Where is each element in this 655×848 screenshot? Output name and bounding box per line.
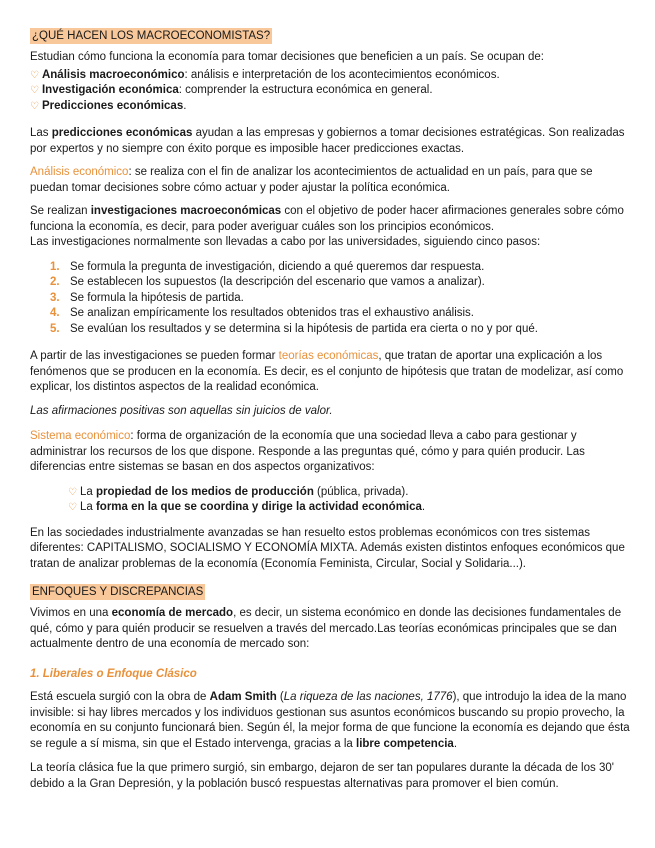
heart-icon: ♡ <box>30 100 39 112</box>
sistema-paragraph: Sistema económico: forma de organización de la economía que una sociedad lleva a cabo para gestionar y administrar los recursos de los que dispone. Responde a las preguntas qué, cómo y para quién producir. Las diferencias entre sistemas se basan en dos aspectos organizativos: <box>30 430 585 473</box>
list-item: 5. Se evalúan los resultados y se determina si la hipótesis de partida era cierta o no y por qué. <box>50 322 538 335</box>
heading-macroeconomistas: ¿QUÉ HACEN LOS MACROECONOMISTAS? <box>32 30 271 42</box>
clasica-paragraph: La teoría clásica fue la que primero surgió, sin embargo, dejaron de ser tan populares durante la década de los 30' debido a la Gran Depresión, y la población buscó respuestas alternativas para promover el bien común. <box>30 762 614 790</box>
mercado-paragraph: Vivimos en una economía de mercado, es decir, un sistema económico en donde las decisiones fundamentales de qué, cómo y para quién producir se resuelven a través del mercado.Las teorías económicas principales que se dan actualmente dentro de una economía de mercado son: <box>30 607 622 650</box>
heart-icon: ♡ <box>68 502 77 513</box>
list-item: 1. Se formula la pregunta de investigación, diciendo a qué queremos dar respuesta. <box>50 260 485 273</box>
intro-text: Estudian cómo funciona la economía para tomar decisiones que beneficien a un país. Se ocupan de: <box>30 51 545 63</box>
aspects-list <box>30 485 630 516</box>
list-item: ♡ Análisis macroeconómico: análisis e interpretación de los acontecimientos económicos. <box>30 68 500 81</box>
list-item: 3. Se formula la hipótesis de partida. <box>50 291 244 304</box>
heart-icon: ♡ <box>30 69 39 81</box>
heading-liberales: 1. Liberales o Enfoque Clásico <box>30 667 197 680</box>
steps-list <box>50 260 630 338</box>
heart-icon: ♡ <box>68 486 77 498</box>
smith-paragraph: Está escuela surgió con la obra de Adam Smith (La riqueza de las naciones, 1776), que introdujo la idea de la mano invisible: si hay libres mercados y los individuos gestionan sus asuntos económicos buscando su propio provecho, la economía en su conjunto funcionará bien. Según él, la mejor forma de que funcione la economía es dejando que ésta se regule a sí misma, sin que el Estado intervenga, gracias a la libre competencia. <box>30 691 630 750</box>
positivas-note: Las afirmaciones positivas son aquellas sin juicios de valor. <box>30 404 333 417</box>
heart-icon: ♡ <box>30 85 39 96</box>
list-item: 4. Se analizan empíricamente los resultados obtenidos tras el exhaustivo análisis. <box>50 307 474 319</box>
list-item: ♡ La propiedad de los medios de producción (pública, privada). <box>68 485 409 498</box>
teorias-paragraph: A partir de las investigaciones se pueden formar teorías económicas, que tratan de aportar una explicación a los fenómenos que se producen en la economía. Es decir, es el conjunto de hipótesis que tratan de modelizar, así como explicar, los distintos aspectos de la realidad económica. <box>30 350 624 393</box>
list-item: ♡ Investigación económica: comprender la estructura económica en general. <box>30 84 433 96</box>
heading-enfoques: ENFOQUES Y DISCREPANCIAS <box>32 586 204 598</box>
occupations-list <box>30 68 630 115</box>
list-item: ♡ Predicciones económicas. <box>30 99 187 112</box>
investigaciones-paragraph: Se realizan investigaciones macroeconómicas con el objetivo de poder hacer afirmaciones generales sobre cómo funciona la economía, es decir, para poder averiguar cuáles son los principios económicos. Las investigaciones normalmente son llevadas a cabo por las universidades, siguiendo cinco pasos: <box>30 205 624 248</box>
list-item: ♡ La forma en la que se coordina y dirige la actividad económica. <box>68 501 426 513</box>
document-page <box>30 28 630 792</box>
list-item: 2. Se establecen los supuestos (la descripción del escenario que vamos a analizar). <box>50 276 485 288</box>
analisis-paragraph: Análisis económico: se realiza con el fin de analizar los acontecimientos de actualidad en un país, para que se puedan tomar decisiones sobre cómo actuar y poder ajustar la política económica. <box>30 166 593 194</box>
predicciones-paragraph: Las predicciones económicas ayudan a las empresas y gobiernos a tomar decisiones estratégicas. Son realizadas por expertos y no siempre con éxito porque es imposible hacer predicciones exactas. <box>30 127 625 155</box>
sociedades-paragraph: En las sociedades industrialmente avanzadas se han resuelto estos problemas económicos con tres sistemas diferentes: CAPITALISMO, SOCIALISMO Y ECONOMÍA MIXTA. Además existen distintos enfoques económicos que tratan de analizar problemas de la economía (Economía Feminista, Circular, Social y Solidaria...). <box>30 526 625 570</box>
